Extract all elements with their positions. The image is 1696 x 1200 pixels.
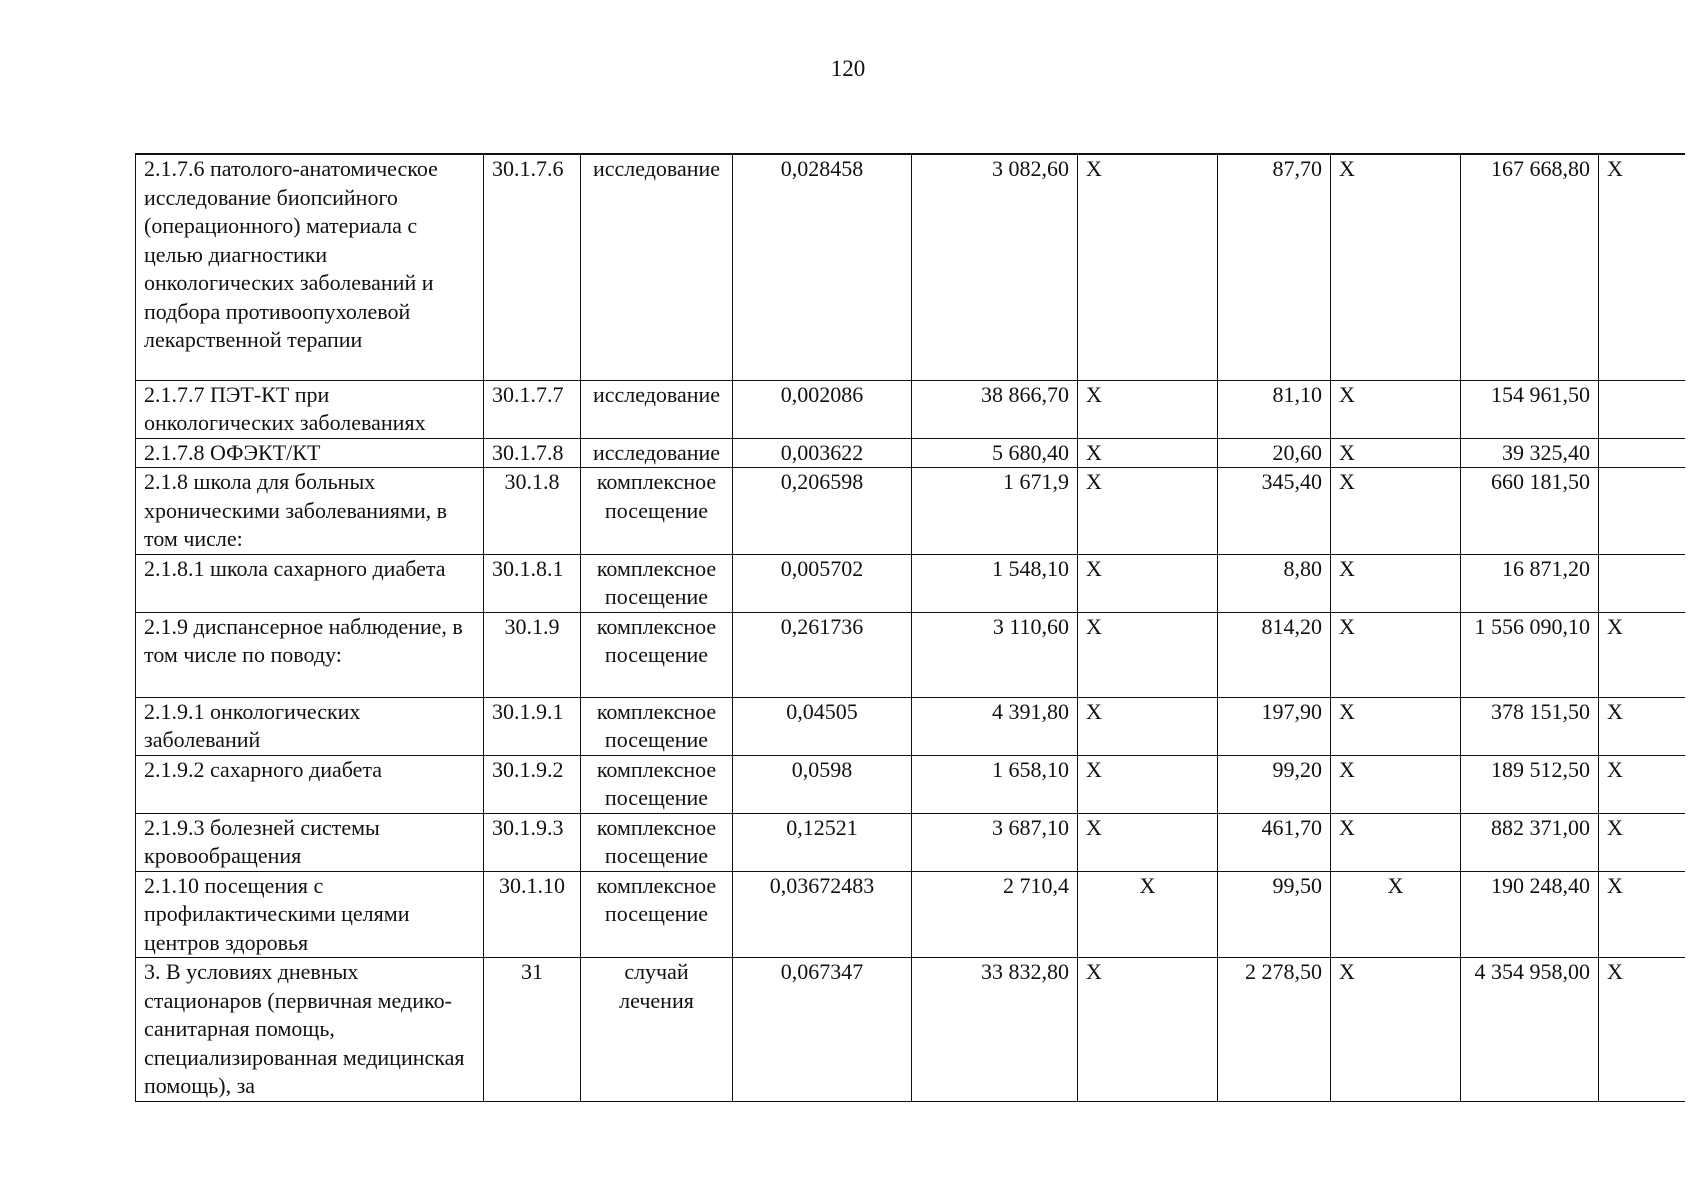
row-unit-cell: случай лечения [581,958,733,1102]
row-cost-cell: 3 110,60 [912,612,1078,697]
table-body [136,154,1685,1101]
row-x2-cell: X [1331,755,1461,813]
row-volume-cell: 99,50 [1218,871,1331,958]
row-volume-cell: 461,70 [1218,813,1331,871]
row-name-cell: 2.1.9 диспансерное наблюдение, в том числе по поводу: [136,612,484,697]
row-code-cell: 30.1.9 [484,612,581,697]
row-norm-cell: 0,028458 [733,154,912,380]
row-x2-cell: X [1331,438,1461,468]
row-volume-cell: 8,80 [1218,554,1331,612]
row-code-cell: 31 [484,958,581,1102]
row-x3-cell: X [1599,154,1685,380]
row-x1-cell: X [1078,554,1218,612]
row-total-cell: 189 512,50 [1461,755,1599,813]
row-total-cell: 378 151,50 [1461,697,1599,755]
row-name-cell: 2.1.7.8 ОФЭКТ/КТ [136,438,484,468]
row-norm-cell: 0,002086 [733,380,912,438]
row-unit-cell: исследование [581,380,733,438]
row-norm-cell: 0,261736 [733,612,912,697]
row-x2-cell: X [1331,154,1461,380]
row-code-cell: 30.1.7.8 [484,438,581,468]
row-total-cell: 154 961,50 [1461,380,1599,438]
row-x1-cell: X [1078,154,1218,380]
row-x1-cell: X [1078,697,1218,755]
row-total-cell: 190 248,40 [1461,871,1599,958]
row-name-cell: 2.1.8.1 школа сахарного диабета [136,554,484,612]
row-code-cell: 30.1.9.2 [484,755,581,813]
table-row [136,154,1685,380]
row-total-cell: 882 371,00 [1461,813,1599,871]
row-unit-cell: комплексное посещение [581,697,733,755]
row-cost-cell: 3 687,10 [912,813,1078,871]
row-x3-cell: X [1599,813,1685,871]
row-x2-cell: X [1331,813,1461,871]
row-unit-cell: комплексное посещение [581,612,733,697]
row-code-cell: 30.1.8.1 [484,554,581,612]
row-total-cell: 660 181,50 [1461,468,1599,555]
row-x1-cell: X [1078,755,1218,813]
row-x3-cell: X [1599,871,1685,958]
row-norm-cell: 0,04505 [733,697,912,755]
table-row [136,697,1685,755]
row-cost-cell: 1 658,10 [912,755,1078,813]
table-row [136,612,1685,697]
row-x3-cell: X [1599,612,1685,697]
row-x3-cell [1599,554,1685,612]
row-x2-cell: X [1331,612,1461,697]
row-volume-cell: 345,40 [1218,468,1331,555]
row-x3-cell: X [1599,755,1685,813]
row-x2-cell: X [1331,380,1461,438]
row-x3-cell: X [1599,697,1685,755]
row-norm-cell: 0,03672483 [733,871,912,958]
row-volume-cell: 814,20 [1218,612,1331,697]
row-unit-cell: комплексное посещение [581,871,733,958]
row-volume-cell: 197,90 [1218,697,1331,755]
row-unit-cell: исследование [581,438,733,468]
table-row [136,871,1685,958]
row-cost-cell: 5 680,40 [912,438,1078,468]
row-cost-cell: 33 832,80 [912,958,1078,1102]
row-volume-cell: 99,20 [1218,755,1331,813]
row-cost-cell: 2 710,4 [912,871,1078,958]
row-x3-cell [1599,380,1685,438]
row-x1-cell: X [1078,871,1218,958]
row-norm-cell: 0,003622 [733,438,912,468]
row-x2-cell: X [1331,871,1461,958]
row-norm-cell: 0,067347 [733,958,912,1102]
row-x3-cell [1599,468,1685,555]
row-name-cell: 2.1.7.6 патолого-анатомическое исследование биопсийного (операционного) материала с целью диагностики онкологических заболеваний и подбора противоопухолевой лекарственной терапии [136,154,484,380]
row-x2-cell: X [1331,697,1461,755]
row-code-cell: 30.1.9.3 [484,813,581,871]
row-code-cell: 30.1.9.1 [484,697,581,755]
row-code-cell: 30.1.10 [484,871,581,958]
page-number: 120 [830,56,866,81]
row-unit-cell: комплексное посещение [581,755,733,813]
row-x1-cell: X [1078,813,1218,871]
row-x1-cell: X [1078,438,1218,468]
row-unit-cell: комплексное посещение [581,813,733,871]
row-norm-cell: 0,0598 [733,755,912,813]
table-row [136,380,1685,438]
row-name-cell: 2.1.10 посещения с профилактическими целями центров здоровья [136,871,484,958]
row-name-cell: 2.1.9.2 сахарного диабета [136,755,484,813]
row-name-cell: 2.1.9.1 онкологических заболеваний [136,697,484,755]
row-cost-cell: 38 866,70 [912,380,1078,438]
row-total-cell: 16 871,20 [1461,554,1599,612]
row-cost-cell: 1 671,9 [912,468,1078,555]
table-row [136,958,1685,1102]
table-row [136,813,1685,871]
row-unit-cell: комплексное посещение [581,554,733,612]
row-x2-cell: X [1331,468,1461,555]
table-row [136,554,1685,612]
row-unit-cell: исследование [581,154,733,380]
row-x2-cell: X [1331,958,1461,1102]
row-cost-cell: 4 391,80 [912,697,1078,755]
row-x3-cell: X [1599,958,1685,1102]
row-volume-cell: 87,70 [1218,154,1331,380]
row-x1-cell: X [1078,958,1218,1102]
row-norm-cell: 0,005702 [733,554,912,612]
row-name-cell: 2.1.9.3 болезней системы кровообращения [136,813,484,871]
row-norm-cell: 0,206598 [733,468,912,555]
row-volume-cell: 81,10 [1218,380,1331,438]
row-name-cell: 2.1.7.7 ПЭТ-КТ при онкологических заболеваниях [136,380,484,438]
row-unit-cell: комплексное посещение [581,468,733,555]
row-total-cell: 167 668,80 [1461,154,1599,380]
row-total-cell: 4 354 958,00 [1461,958,1599,1102]
row-x1-cell: X [1078,380,1218,438]
table-row [136,438,1685,468]
table-row [136,755,1685,813]
row-code-cell: 30.1.8 [484,468,581,555]
row-code-cell: 30.1.7.6 [484,154,581,380]
row-cost-cell: 3 082,60 [912,154,1078,380]
row-x1-cell: X [1078,468,1218,555]
row-volume-cell: 2 278,50 [1218,958,1331,1102]
row-norm-cell: 0,12521 [733,813,912,871]
data-table [135,153,1685,1102]
table-row [136,468,1685,555]
row-cost-cell: 1 548,10 [912,554,1078,612]
row-code-cell: 30.1.7.7 [484,380,581,438]
row-x2-cell: X [1331,554,1461,612]
row-name-cell: 2.1.8 школа для больных хроническими заболеваниями, в том числе: [136,468,484,555]
row-name-cell: 3. В условиях дневных стационаров (первичная медико-санитарная помощь, специализированная медицинская помощь), за [136,958,484,1102]
row-volume-cell: 20,60 [1218,438,1331,468]
row-total-cell: 39 325,40 [1461,438,1599,468]
row-x3-cell [1599,438,1685,468]
row-x1-cell: X [1078,612,1218,697]
row-total-cell: 1 556 090,10 [1461,612,1599,697]
